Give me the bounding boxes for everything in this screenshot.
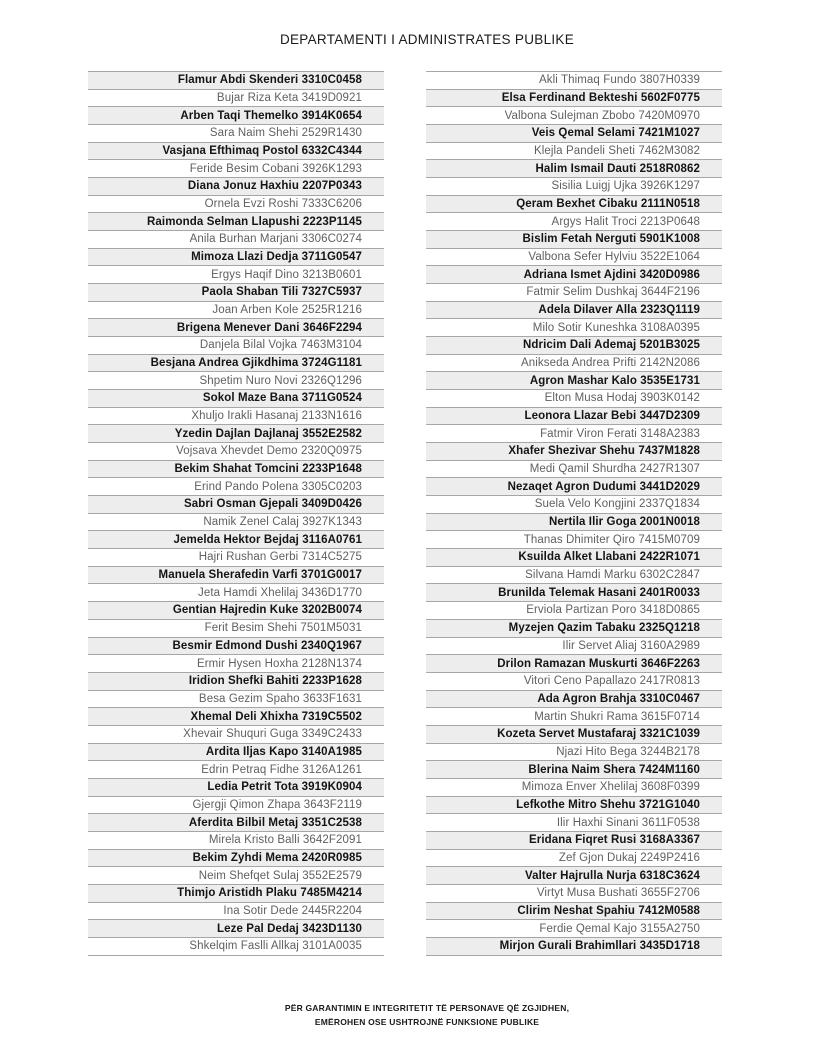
person-row: Ferdie Qemal Kajo 3155A2750 xyxy=(426,919,722,937)
person-row: Arben Taqi Themelko 3914K0654 xyxy=(88,106,384,124)
person-row: Ina Sotir Dede 2445R2204 xyxy=(88,902,384,920)
person-row: Shkelqim Faslli Allkaj 3101A0035 xyxy=(88,937,384,955)
person-row: Ornela Evzi Roshi 7333C6206 xyxy=(88,195,384,213)
person-row: Iridion Shefki Bahiti 2233P1628 xyxy=(88,672,384,690)
person-row: Ksuilda Alket Llabani 2422R1071 xyxy=(426,548,722,566)
footer-note xyxy=(110,1001,744,1029)
person-row: Anila Burhan Marjani 3306C0274 xyxy=(88,230,384,248)
person-row: Lefkothe Mitro Shehu 3721G1040 xyxy=(426,796,722,814)
person-row: Joan Arben Kole 2525R1216 xyxy=(88,301,384,319)
name-list-left xyxy=(88,71,384,956)
person-row: Klejla Pandeli Sheti 7462M3082 xyxy=(426,142,722,160)
person-row: Xhemal Deli Xhixha 7319C5502 xyxy=(88,707,384,725)
person-row: Elsa Ferdinand Bekteshi 5602F0775 xyxy=(426,89,722,107)
person-row: Xhuljo Irakli Hasanaj 2133N1616 xyxy=(88,407,384,425)
person-row: Erind Pando Polena 3305C0203 xyxy=(88,477,384,495)
person-row: Hajri Rushan Gerbi 7314C5275 xyxy=(88,548,384,566)
person-row: Leze Pal Dedaj 3423D1130 xyxy=(88,919,384,937)
person-row: Paola Shaban Tili 7327C5937 xyxy=(88,283,384,301)
person-row: Njazi Hito Bega 3244B2178 xyxy=(426,743,722,761)
person-row: Valbona Sulejman Zbobo 7420M0970 xyxy=(426,106,722,124)
person-row: Thanas Dhimiter Qiro 7415M0709 xyxy=(426,530,722,548)
person-row: Shpetim Nuro Novi 2326Q1296 xyxy=(88,371,384,389)
person-row: Eridana Fiqret Rusi 3168A3367 xyxy=(426,831,722,849)
person-row: Ferit Besim Shehi 7501M5031 xyxy=(88,619,384,637)
person-row: Clirim Neshat Spahiu 7412M0588 xyxy=(426,902,722,920)
person-row: Blerina Naim Shera 7424M1160 xyxy=(426,760,722,778)
person-row: Vasjana Efthimaq Postol 6332C4344 xyxy=(88,142,384,160)
person-row: Ergys Haqif Dino 3213B0601 xyxy=(88,265,384,283)
person-row: Jemelda Hektor Bejdaj 3116A0761 xyxy=(88,530,384,548)
person-row: Zef Gjon Dukaj 2249P2416 xyxy=(426,849,722,867)
person-row: Raimonda Selman Llapushi 2223P1145 xyxy=(88,212,384,230)
person-row: Namik Zenel Calaj 3927K1343 xyxy=(88,513,384,531)
person-row: Adela Dilaver Alla 2323Q1119 xyxy=(426,301,722,319)
person-row: Drilon Ramazan Muskurti 3646F2263 xyxy=(426,654,722,672)
footer-line-2: EMËROHEN OSE USHTROJNË FUNKSIONE PUBLIKE xyxy=(314,1017,540,1027)
person-row: Vitori Ceno Papallazo 2417R0813 xyxy=(426,672,722,690)
person-row: Bekim Shahat Tomcini 2233P1648 xyxy=(88,460,384,478)
person-row: Kozeta Servet Mustafaraj 3321C1039 xyxy=(426,725,722,743)
person-row: Silvana Hamdi Marku 6302C2847 xyxy=(426,566,722,584)
person-row: Myzejen Qazim Tabaku 2325Q1218 xyxy=(426,619,722,637)
person-row: Feride Besim Cobani 3926K1293 xyxy=(88,159,384,177)
person-row: Sabri Osman Gjepali 3409D0426 xyxy=(88,495,384,513)
person-row: Akli Thimaq Fundo 3807H0339 xyxy=(426,71,722,89)
person-row: Besmir Edmond Dushi 2340Q1967 xyxy=(88,637,384,655)
person-row: Agron Mashar Kalo 3535E1731 xyxy=(426,371,722,389)
person-row: Ledia Petrit Tota 3919K0904 xyxy=(88,778,384,796)
person-row: Ada Agron Brahja 3310C0467 xyxy=(426,690,722,708)
person-row: Argys Halit Troci 2213P0648 xyxy=(426,212,722,230)
person-row: Medi Qamil Shurdha 2427R1307 xyxy=(426,460,722,478)
person-row: Mirjon Gurali Brahimllari 3435D1718 xyxy=(426,937,722,955)
person-row: Mimoza Enver Xhelilaj 3608F0399 xyxy=(426,778,722,796)
person-row: Nezaqet Agron Dudumi 3441D2029 xyxy=(426,477,722,495)
person-row: Vojsava Xhevdet Demo 2320Q0975 xyxy=(88,442,384,460)
person-row: Edrin Petraq Fidhe 3126A1261 xyxy=(88,760,384,778)
person-row: Halim Ismail Dauti 2518R0862 xyxy=(426,159,722,177)
person-row: Anikseda Andrea Prifti 2142N2086 xyxy=(426,354,722,372)
person-row: Sisilia Luigj Ujka 3926K1297 xyxy=(426,177,722,195)
person-row: Xhevair Shuquri Guga 3349C2433 xyxy=(88,725,384,743)
person-row: Valbona Sefer Hylviu 3522E1064 xyxy=(426,248,722,266)
person-row: Ilir Haxhi Sinani 3611F0538 xyxy=(426,813,722,831)
person-row: Gentian Hajredin Kuke 3202B0074 xyxy=(88,601,384,619)
person-row: Aferdita Bilbil Metaj 3351C2538 xyxy=(88,813,384,831)
person-row: Virtyt Musa Bushati 3655F2706 xyxy=(426,884,722,902)
page-title: DEPARTAMENTI I ADMINISTRATES PUBLIKE xyxy=(279,32,575,47)
person-row: Ilir Servet Aliaj 3160A2989 xyxy=(426,637,722,655)
person-row: Bujar Riza Keta 3419D0921 xyxy=(88,89,384,107)
person-row: Suela Velo Kongjini 2337Q1834 xyxy=(426,495,722,513)
person-row: Mirela Kristo Balli 3642F2091 xyxy=(88,831,384,849)
person-row: Leonora Llazar Bebi 3447D2309 xyxy=(426,407,722,425)
person-row: Valter Hajrulla Nurja 6318C3624 xyxy=(426,866,722,884)
person-row: Gjergji Qimon Zhapa 3643F2119 xyxy=(88,796,384,814)
person-row: Brunilda Telemak Hasani 2401R0033 xyxy=(426,583,722,601)
person-row: Danjela Bilal Vojka 7463M3104 xyxy=(88,336,384,354)
person-row: Brigena Menever Dani 3646F2294 xyxy=(88,318,384,336)
person-row: Veis Qemal Selami 7421M1027 xyxy=(426,124,722,142)
person-row: Jeta Hamdi Xhelilaj 3436D1770 xyxy=(88,583,384,601)
person-row: Ndricim Dali Ademaj 5201B3025 xyxy=(426,336,722,354)
person-row: Besa Gezim Spaho 3633F1631 xyxy=(88,690,384,708)
person-row: Ardita Iljas Kapo 3140A1985 xyxy=(88,743,384,761)
person-row: Xhafer Shezivar Shehu 7437M1828 xyxy=(426,442,722,460)
person-row: Ermir Hysen Hoxha 2128N1374 xyxy=(88,654,384,672)
person-row: Sokol Maze Bana 3711G0524 xyxy=(88,389,384,407)
name-list-right xyxy=(426,71,722,956)
person-row: Erviola Partizan Poro 3418D0865 xyxy=(426,601,722,619)
person-row: Adriana Ismet Ajdini 3420D0986 xyxy=(426,265,722,283)
person-row: Fatmir Viron Ferati 3148A2383 xyxy=(426,424,722,442)
person-row: Elton Musa Hodaj 3903K0142 xyxy=(426,389,722,407)
person-row: Fatmir Selim Dushkaj 3644F2196 xyxy=(426,283,722,301)
person-row: Sara Naim Shehi 2529R1430 xyxy=(88,124,384,142)
person-row: Neim Shefqet Sulaj 3552E2579 xyxy=(88,866,384,884)
person-row: Besjana Andrea Gjikdhima 3724G1181 xyxy=(88,354,384,372)
person-row: Martin Shukri Rama 3615F0714 xyxy=(426,707,722,725)
person-row: Mimoza Llazi Dedja 3711G0547 xyxy=(88,248,384,266)
person-row: Qeram Bexhet Cibaku 2111N0518 xyxy=(426,195,722,213)
person-row: Bekim Zyhdi Mema 2420R0985 xyxy=(88,849,384,867)
footer-line-1: PËR GARANTIMIN E INTEGRITETIT TË PERSONAVE QË ZGJIDHEN, xyxy=(284,1003,570,1013)
person-row: Diana Jonuz Haxhiu 2207P0343 xyxy=(88,177,384,195)
person-row: Nertila Ilir Goga 2001N0018 xyxy=(426,513,722,531)
person-row: Bislim Fetah Nerguti 5901K1008 xyxy=(426,230,722,248)
person-row: Milo Sotir Kuneshka 3108A0395 xyxy=(426,318,722,336)
person-row: Flamur Abdi Skenderi 3310C0458 xyxy=(88,71,384,89)
person-row: Thimjo Aristidh Plaku 7485M4214 xyxy=(88,884,384,902)
person-row: Manuela Sherafedin Varfi 3701G0017 xyxy=(88,566,384,584)
person-row: Yzedin Dajlan Dajlanaj 3552E2582 xyxy=(88,424,384,442)
